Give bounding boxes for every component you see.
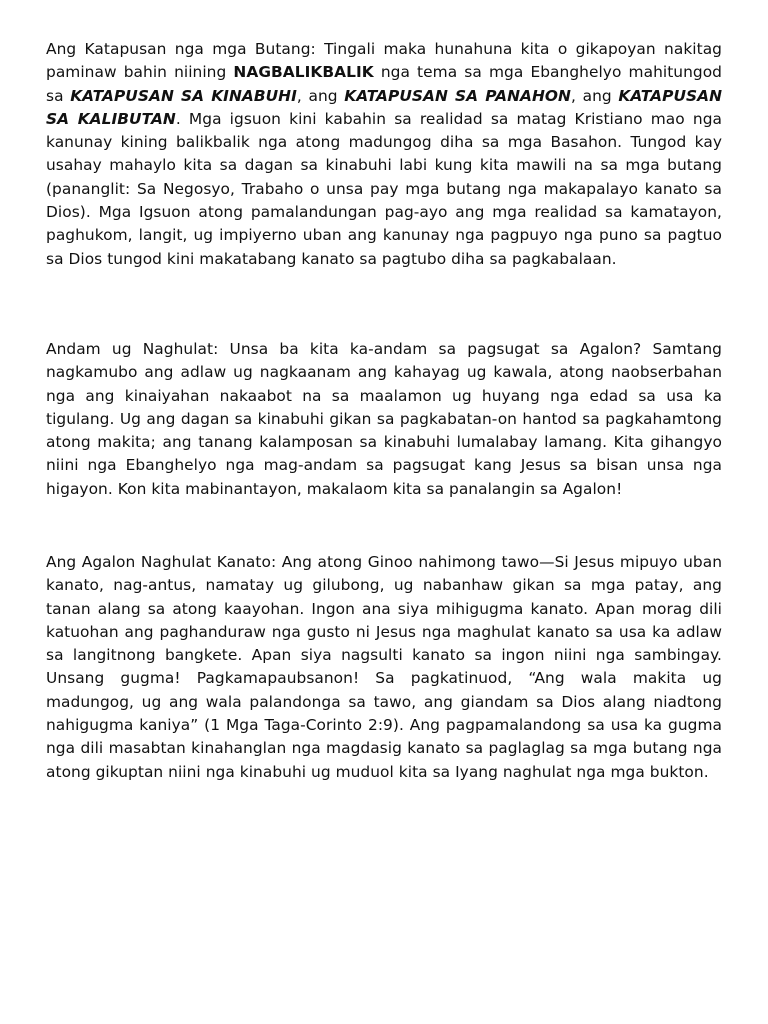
text-segment: Ang Agalon Naghulat Kanato: Ang atong Ginoo nahimong tawo—Si Jesus mipuyo uban kanato, nag-antus, namatay ug gilubong, ug nabanhaw gikan sa mga patay, ang tanan alang sa atong kaayohan. Ingon ana siya mihigugma kanato. Apan morag dili katuohan ang paghanduraw nga gusto ni Jesus nga maghulat kanato sa usa ka adlaw sa langitnong bangkete. Apan siya nagsulti kanato sa ingon niini nga sambingay. Unsang gugma! Pagkamapaubsanon! Sa pagkatinuod, “Ang wala makita ug madungog, ug ang wala palandonga sa tawo, ang giandam sa Dios alang niadtong nahigugma kaniya” (1 Mga Taga-Corinto 2:9). Ang pagpamalandong sa usa ka gugma nga dili masabtan kinahanglan nga magdasig kanato sa paglaglag sa mga butang nga atong gikuptan niini nga kinabuhi ug muduol kita sa Iyang naghulat nga mga bukton.: [46, 553, 722, 781]
emphasis-bold-italic: KATAPUSAN SA KINABUHI: [70, 86, 297, 105]
paragraph-end-times: [46, 38, 722, 271]
emphasis-bold-italic: KATAPUSAN SA KALIBUTAN: [46, 86, 723, 128]
text-segment: Andam ug Naghulat: Unsa ba kita ka-andam sa pagsugat sa Agalon? Samtang nagkamubo ang adlaw ug nagkaanam ang kahayag ug kawala, atong naobserbahan nga ang kinaiyahan nakaabot na sa maalamon ug huyang nga edad sa usa ka tigulang. Ug ang dagan sa kinabuhi gikan sa pagkabatan-on hantod sa pagkahamtong atong makita; ang tanang kalamposan sa kinabuhi lumalabay lamang. Kita gihangyo niini nga Ebanghelyo nga mag-andam sa pagsugat kang Jesus sa bisan unsa nga higayon. Kon kita mabinantayon, makalaom kita sa panalangin sa Agalon!: [46, 340, 722, 498]
text-segment: nga tema sa mga Ebanghelyo mahitungod sa: [46, 63, 722, 105]
paragraph-ready-and-waiting: [46, 338, 722, 501]
emphasis-bold-italic: KATAPUSAN SA PANAHON: [344, 86, 571, 105]
text-segment: , ang: [571, 86, 619, 105]
text-segment: , ang: [296, 86, 345, 105]
text-segment: Ang Katapusan nga mga Butang: Tingali maka hunahuna kita o gikapoyan nakitag paminaw bahin niining: [46, 40, 722, 82]
paragraph-lord-waits: [46, 551, 722, 784]
emphasis-bold: NAGBALIKBALIK: [233, 63, 374, 82]
text-segment: . Mga igsuon kini kabahin sa realidad sa matag Kristiano mao nga kanunay kining balikbalik nga atong madungog diha sa mga Basahon. Tungod kay usahay mahaylo kita sa dagan sa kinabuhi labi kung kita mawili na sa mga butang (pananglit: Sa Negosyo, Trabaho o unsa pay mga butang nga makapalayo kanato sa Dios). Mga Igsuon atong pamalandungan pag-ayo ang mga realidad sa kamatayon, paghukom, langit, ug impiyerno uban ang kanunay nga pagpuyo nga puno sa pagtuo sa Dios tungod kini makatabang kanato sa pagtubo diha sa pagkabalaan.: [46, 109, 722, 268]
